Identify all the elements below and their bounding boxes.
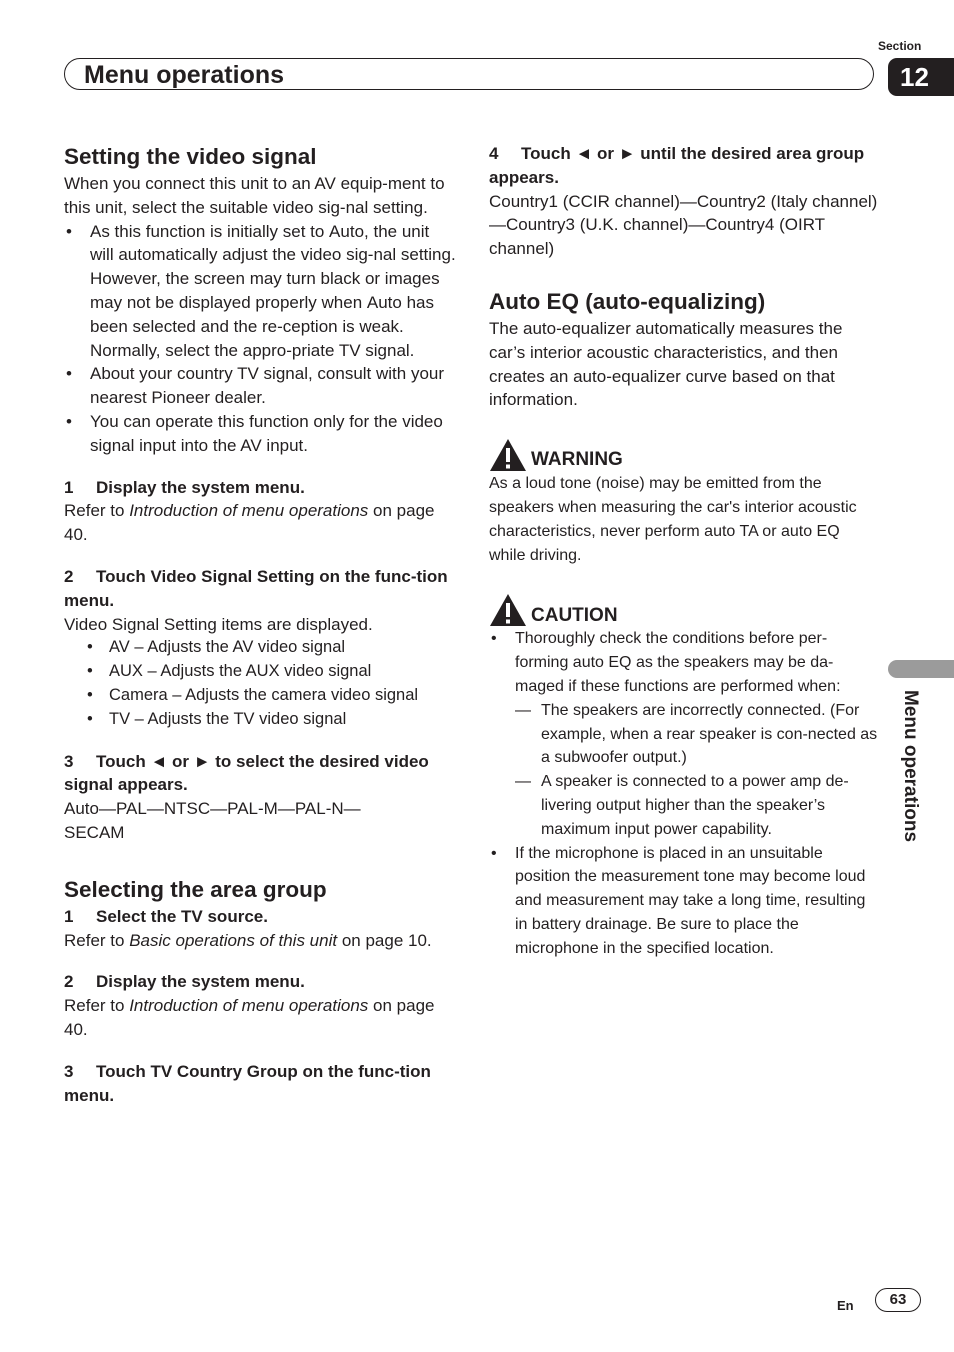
video-signal-options: Auto—PAL—NTSC—PAL-M—PAL-N— SECAM (64, 799, 361, 842)
left-column (64, 142, 456, 1107)
warning-icon (489, 438, 527, 472)
step-1-reference: Refer to Introduction of menu operations on page 40. (64, 501, 435, 545)
list-item: • If the microphone is placed in an unsuitable position the measurement tone may become loud and measurement may take a long time, resulting in battery drainage. Be sure to place the microphone in the specified location. (489, 842, 879, 961)
list-item: • About your country TV signal, consult with your nearest Pioneer dealer. (64, 362, 456, 410)
language-label: En (837, 1298, 854, 1313)
area-step-1: 1 Select the TV source. (64, 906, 268, 926)
list-item: • You can operate this function only for the video signal input into the AV input. (64, 410, 456, 458)
heading-video-signal: Setting the video signal (64, 144, 317, 169)
caution-list (489, 627, 879, 960)
list-item: • Thoroughly check the conditions before per-forming auto EQ as the speakers may be da-maged if these functions are performed when: — The speakers are incorrectly connected. (For example, when a rear speaker is con-nected as a subwoofer output.) — A speaker is connected to a power amp de-livering output higher than the speaker’s maximum input power capability. (489, 627, 879, 841)
country-options: Country1 (CCIR channel)—Country2 (Italy channel)—Country3 (U.K. channel)—Country4 (OIRT channel) (489, 191, 878, 259)
step-3: 3 Touch ◄ or ► to select the desired video signal appears. (64, 751, 429, 795)
heading-auto-eq: Auto EQ (auto-equalizing) (489, 288, 766, 314)
step-2-detail: Video Signal Setting items are displayed. (64, 614, 373, 634)
list-item: — A speaker is connected to a power amp de-livering output higher than the speaker’s maximum input power capability. (515, 770, 879, 841)
area-step-1-reference: Refer to Basic operations of this unit on page 10. (64, 930, 432, 950)
page-title: Menu operations (84, 61, 285, 89)
list-item: • TV – Adjusts the TV video signal (84, 708, 456, 732)
caution-conditions (515, 699, 879, 842)
step-2: 2 Touch Video Signal Setting on the func-tion menu. (64, 566, 448, 610)
heading-area-group: Selecting the area group (64, 876, 327, 902)
caution-heading: CAUTION (489, 593, 879, 627)
caution-icon (489, 593, 527, 627)
step-1: 1 Display the system menu. (64, 477, 305, 497)
section-label: Section (878, 39, 922, 53)
list-item: — The speakers are incorrectly connected. (For example, when a rear speaker is con-nected as a subwoofer output.) (515, 699, 879, 770)
video-items-list (64, 636, 456, 731)
area-step-2-reference: Refer to Introduction of menu operations on page 40. (64, 996, 435, 1039)
page-number: 63 (875, 1288, 921, 1312)
section-number-badge: 12 (888, 58, 954, 96)
warning-text: As a loud tone (noise) may be emitted from the speakers when measuring the car's interior acoustic characteristics, never perform auto TA or auto EQ while driving. (489, 475, 857, 564)
list-item: • Camera – Adjusts the camera video signal (84, 684, 456, 708)
area-step-2: 2 Display the system menu. (64, 972, 305, 992)
area-step-4: 4 Touch ◄ or ► until the desired area group appears. (489, 144, 865, 187)
side-tab-marker (888, 660, 954, 678)
video-intro: When you connect this unit to an AV equip-ment to this unit, select the suitable video sig-nal setting. (64, 174, 445, 217)
right-column (489, 142, 879, 961)
side-tab-label: Menu operations (900, 690, 921, 843)
warning-heading: WARNING (489, 438, 879, 472)
auto-eq-intro: The auto-equalizer automatically measures the car’s interior acoustic characteristics, and then creates an auto-equalizer curve based on that information. (489, 318, 843, 410)
video-notes-list (64, 220, 456, 458)
area-step-3: 3 Touch TV Country Group on the func-tion menu. (64, 1061, 431, 1105)
side-tab (889, 690, 929, 890)
list-item: • As this function is initially set to Auto, the unit will automatically adjust the video sig-nal setting. However, the screen may turn black or images may not be displayed properly when Auto has been selected and the re-ception is weak. Normally, select the appro-priate TV signal. (64, 220, 456, 363)
list-item: • AUX – Adjusts the AUX video signal (84, 660, 456, 684)
list-item: • AV – Adjusts the AV video signal (84, 636, 456, 660)
